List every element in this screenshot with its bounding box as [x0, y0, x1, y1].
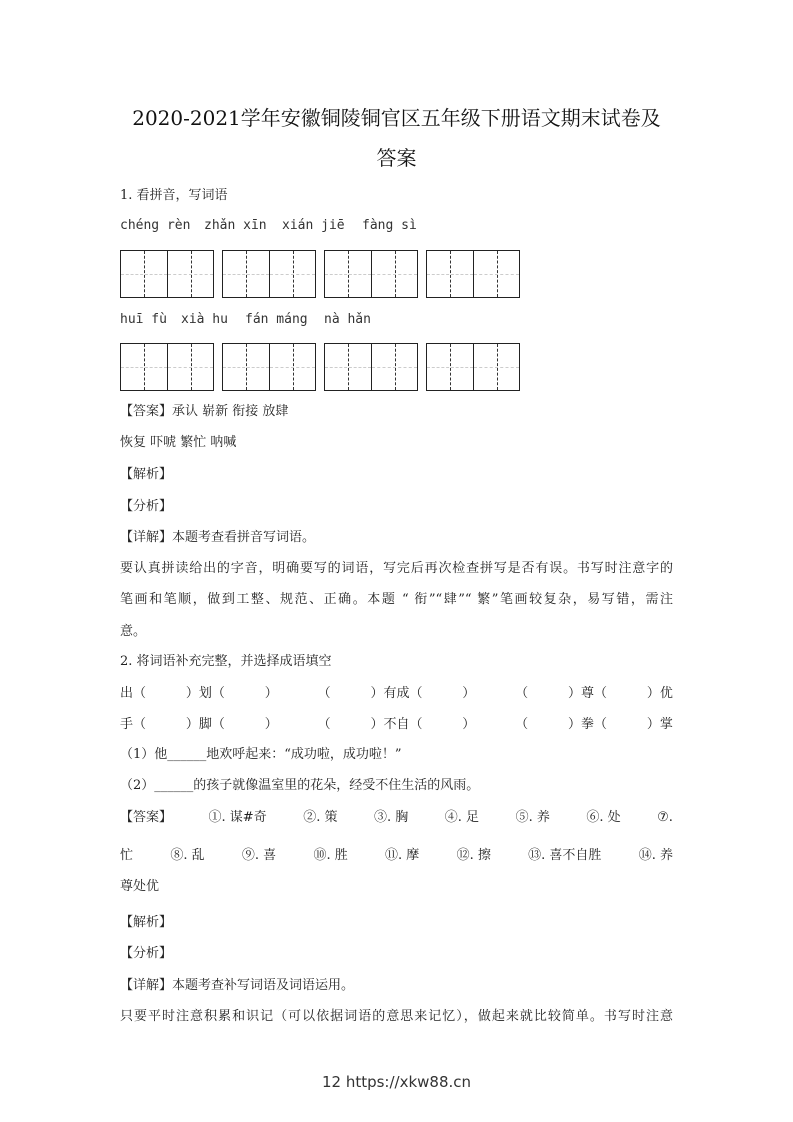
list-token: ⑧. 乱: [170, 848, 205, 863]
q2-jiexi-label: 【解析】: [120, 915, 173, 930]
pinyin: chéng rèn: [120, 218, 191, 233]
q2-answer-row-1: [120, 809, 673, 827]
q2-sentence-2: （2）______的孩子就像温室里的花朵，经受不住生活的风雨。: [120, 778, 480, 793]
list-token: ⑭. 养: [638, 848, 673, 863]
q2-xiangjie: 【详解】本题考查补写词语及词语运用。: [120, 978, 355, 993]
list-token: （: [317, 686, 331, 701]
pinyin: huī fù: [120, 312, 167, 327]
character-box-pair: [120, 250, 214, 298]
character-box: [325, 344, 371, 390]
character-box: [223, 344, 269, 390]
pinyin: xià hu: [181, 312, 228, 327]
list-token: （: [515, 717, 529, 732]
q2-sentence-1: （1）他______地欢呼起来：“成功啦，成功啦！”: [120, 747, 402, 762]
character-box-pair: [426, 343, 520, 391]
list-token: （: [317, 717, 331, 732]
character-box: [269, 344, 315, 390]
list-token: ）尊（: [568, 686, 608, 701]
page-footer-link[interactable]: 12 https://xkw88.cn: [321, 1073, 472, 1091]
character-box: [223, 251, 269, 297]
pinyin: nà hǎn: [324, 312, 371, 327]
list-token: ）掌: [646, 717, 673, 732]
q2-fenxi-label: 【分析】: [120, 946, 173, 961]
q2-prompt: 2. 将词语补充完整，并选择成语填空: [120, 654, 332, 669]
character-box: [473, 251, 519, 297]
q2-detail-line1: 只要平时注意积累和识记（可以依据词语的意思来记忆），做起来就比较简单。书写时注意: [120, 1009, 673, 1024]
list-token: ⑩. 胜: [313, 848, 348, 863]
q1-prompt: 1. 看拼音，写词语: [120, 188, 228, 203]
character-box-pair: [324, 250, 418, 298]
list-token: ）: [462, 717, 476, 732]
list-token: ）: [462, 686, 476, 701]
writing-grid-row-2: [120, 343, 520, 391]
q1-answer-line2: 恢复 吓唬 繁忙 呐喊: [120, 435, 237, 450]
list-token: ⑬. 喜不自胜: [528, 848, 602, 863]
character-box-pair: [222, 250, 316, 298]
character-box: [121, 251, 167, 297]
list-token: ⑪. 摩: [385, 848, 420, 863]
character-box-pair: [324, 343, 418, 391]
list-token: ②. 策: [303, 810, 338, 825]
pinyin: fán máng: [245, 312, 308, 327]
list-token: ）优: [646, 686, 673, 701]
character-box: [167, 251, 213, 297]
list-token: 手（: [120, 717, 147, 732]
list-token: ⑫. 擦: [456, 848, 491, 863]
character-box: [325, 251, 371, 297]
list-token: ①. 谋#奇: [208, 810, 267, 825]
list-token: ）划（: [185, 686, 225, 701]
character-box: [269, 251, 315, 297]
character-box-pair: [222, 343, 316, 391]
list-token: （: [515, 686, 529, 701]
list-token: ）脚（: [185, 717, 225, 732]
list-token: ）: [264, 717, 278, 732]
character-box-pair: [120, 343, 214, 391]
pinyin: xián jiē: [282, 218, 345, 233]
character-box: [371, 251, 417, 297]
q1-jiexi-label: 【解析】: [120, 467, 173, 482]
list-token: 出（: [120, 686, 147, 701]
pinyin: zhǎn xīn: [204, 218, 267, 233]
character-box: [473, 344, 519, 390]
list-token: ）拳（: [568, 717, 608, 732]
q1-fenxi-label: 【分析】: [120, 499, 173, 514]
q2-answer-row-3: 尊处优: [120, 879, 160, 894]
list-token: ⑨. 喜: [241, 848, 277, 863]
document-title-line1: 2020-2021学年安徽铜陵铜官区五年级下册语文期末试卷及: [132, 106, 661, 130]
list-token: ⑤. 养: [515, 810, 550, 825]
q1-detail-line2: 笔画和笔顺，做到工整、规范、正确。本题 “ 衔”“肆”“ 繁”笔画较复杂，易写错，需注: [120, 592, 673, 607]
pinyin: fàng sì: [362, 218, 417, 233]
list-token: ③. 胸: [374, 810, 409, 825]
list-token: ④. 足: [444, 810, 480, 825]
list-token: ）有成（: [370, 686, 423, 701]
q1-xiangjie: 【详解】本题考查看拼音写词语。: [120, 530, 316, 545]
character-box: [427, 344, 473, 390]
list-token: 【答案】: [120, 810, 173, 825]
list-token: 忙: [120, 848, 134, 863]
q1-detail-line3: 意。: [120, 624, 147, 639]
character-box: [427, 251, 473, 297]
list-token: ）: [264, 686, 278, 701]
list-token: ⑥. 处: [586, 810, 621, 825]
document-title-line2: 答案: [376, 146, 417, 170]
q2-fill-row-2: [120, 716, 673, 734]
q2-fill-row-1: [120, 685, 673, 703]
q1-detail-line1: 要认真拼读给出的字音，明确要写的词语，写完后再次检查拼写是否有误。书写时注意字的: [120, 561, 673, 576]
character-box: [121, 344, 167, 390]
q1-answer-line1: 【答案】承认 崭新 衔接 放肆: [120, 404, 289, 419]
writing-grid-row-1: [120, 250, 520, 298]
character-box: [167, 344, 213, 390]
q2-answer-row-2: [120, 847, 673, 865]
list-token: ）不自（: [370, 717, 423, 732]
list-token: ⑦.: [657, 810, 673, 825]
character-box-pair: [426, 250, 520, 298]
character-box: [371, 344, 417, 390]
